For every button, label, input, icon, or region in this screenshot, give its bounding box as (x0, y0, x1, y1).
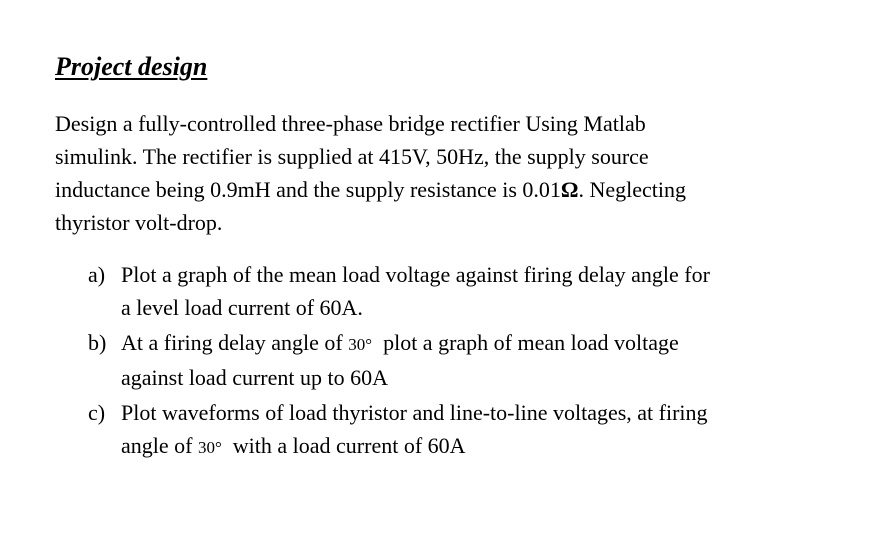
intro-line: simulink. The rectifier is supplied at 415V, 50Hz, the supply source (55, 144, 649, 169)
list-item-line: against load current up to 60A (121, 365, 388, 390)
list-item-line (121, 429, 868, 464)
list-marker: b) (88, 330, 107, 355)
list-item-text: At a firing delay angle of (121, 330, 343, 355)
list-item (88, 326, 868, 394)
intro-line: thyristor volt-drop. (55, 210, 223, 235)
angle-value: 30° (197, 438, 222, 457)
list-item-text: with a load current of 60A (232, 433, 466, 458)
list-item-text: plot a graph of mean load voltage (383, 330, 679, 355)
list-item-text: angle of (121, 433, 193, 458)
list-marker: c) (88, 400, 106, 425)
intro-line (55, 173, 855, 206)
page-title: Project design (55, 52, 208, 81)
task-list (88, 258, 868, 466)
intro-line-text: inductance being 0.9mH and the supply resistance is 0.01 (55, 177, 561, 202)
ohm-symbol: Ω (560, 177, 579, 202)
intro-line: Design a fully-controlled three-phase bridge rectifier Using Matlab (55, 111, 646, 136)
intro-line-text: . Neglecting (578, 177, 687, 202)
list-item-line: a level load current of 60A. (121, 295, 363, 320)
list-item-line: Plot waveforms of load thyristor and line-to-line voltages, at firing (121, 400, 708, 425)
list-marker: a) (88, 262, 106, 287)
angle-value: 30° (348, 335, 373, 354)
intro-paragraph (55, 107, 855, 239)
list-item (88, 258, 868, 324)
list-item-line: Plot a graph of the mean load voltage against firing delay angle for (121, 262, 710, 287)
list-item (88, 396, 868, 464)
list-item-line (121, 326, 868, 361)
